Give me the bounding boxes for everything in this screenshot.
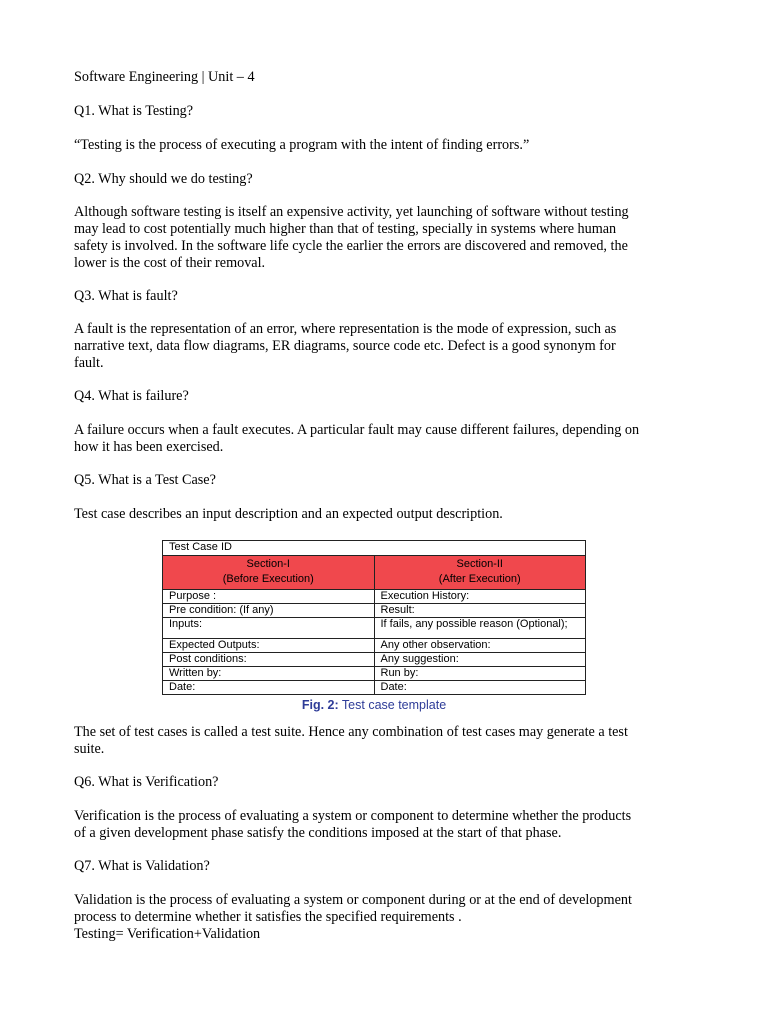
section-2-subtitle: (After Execution) [438,573,521,585]
document-header: Software Engineering | Unit – 4 [74,69,255,85]
answer-3-line: fault. [74,355,104,371]
table-cell: Any suggestion: [374,653,586,667]
table-cell: Inputs: [163,618,375,639]
test-case-template-figure [162,540,586,712]
answer-1: “Testing is the process of executing a program with the intent of finding errors.” [74,137,530,153]
answer-6-line: Verification is the process of evaluating a system or component to determine whether the products [74,808,632,824]
answer-4-line: how it has been exercised. [74,439,224,455]
answer-4-line: A failure occurs when a fault executes. A particular fault may cause different failures, depending on [74,422,640,438]
section-1-header [163,556,375,590]
section-1-subtitle: (Before Execution) [222,573,314,585]
answer-6-line: of a given development phase satisfy the conditions imposed at the start of that phase. [74,825,562,841]
question-5: Q5. What is a Test Case? [74,472,216,488]
section-2-title: Section-II [456,558,503,570]
question-3: Q3. What is fault? [74,288,178,304]
section-2-header [374,556,586,590]
table-cell: Date: [374,681,586,695]
table-cell: Result: [374,604,586,618]
question-6: Q6. What is Verification? [74,774,219,790]
answer-2-line: lower is the cost of their removal. [74,255,266,271]
question-1: Q1. What is Testing? [74,103,194,119]
answer-3-line: A fault is the representation of an error, where representation is the mode of expression, such as [74,321,617,337]
table-cell: Execution History: [374,590,586,604]
test-case-id-cell: Test Case ID [163,541,586,556]
answer-2-line: safety is involved. In the software life cycle the earlier the errors are discovered and removed, the [74,238,628,254]
table-cell: If fails, any possible reason (Optional); [374,618,586,639]
formula-line: Testing= Verification+Validation [74,926,261,942]
table-cell: Any other observation: [374,639,586,653]
table-cell: Written by: [163,667,375,681]
test-case-table [162,540,586,695]
answer-2-line: may lead to cost potentially much higher than that of testing, specially in systems where human [74,221,617,237]
table-cell: Expected Outputs: [163,639,375,653]
answer-7-line: Validation is the process of evaluating a system or component during or at the end of development [74,892,632,908]
figure-number: Fig. 2: [301,698,339,712]
figure-caption-text: Test case template [341,698,447,712]
table-cell: Post conditions: [163,653,375,667]
question-2: Q2. Why should we do testing? [74,171,253,187]
table-cell: Purpose : [163,590,375,604]
question-4: Q4. What is failure? [74,388,189,404]
table-cell: Date: [163,681,375,695]
table-cell: Run by: [374,667,586,681]
figure-caption [162,698,586,712]
answer-3-line: narrative text, data flow diagrams, ER diagrams, source code etc. Defect is a good synonym for [74,338,616,354]
answer-7-line: process to determine whether it satisfies the specified requirements . [74,909,462,925]
answer-2-line: Although software testing is itself an expensive activity, yet launching of software without testing [74,204,629,220]
answer-5-followup-line: The set of test cases is called a test suite. Hence any combination of test cases may generate a test [74,724,628,740]
answer-5-followup-line: suite. [74,741,105,757]
section-1-title: Section-I [246,558,290,570]
answer-5: Test case describes an input description and an expected output description. [74,506,503,522]
table-cell: Pre condition: (If any) [163,604,375,618]
question-7: Q7. What is Validation? [74,858,210,874]
